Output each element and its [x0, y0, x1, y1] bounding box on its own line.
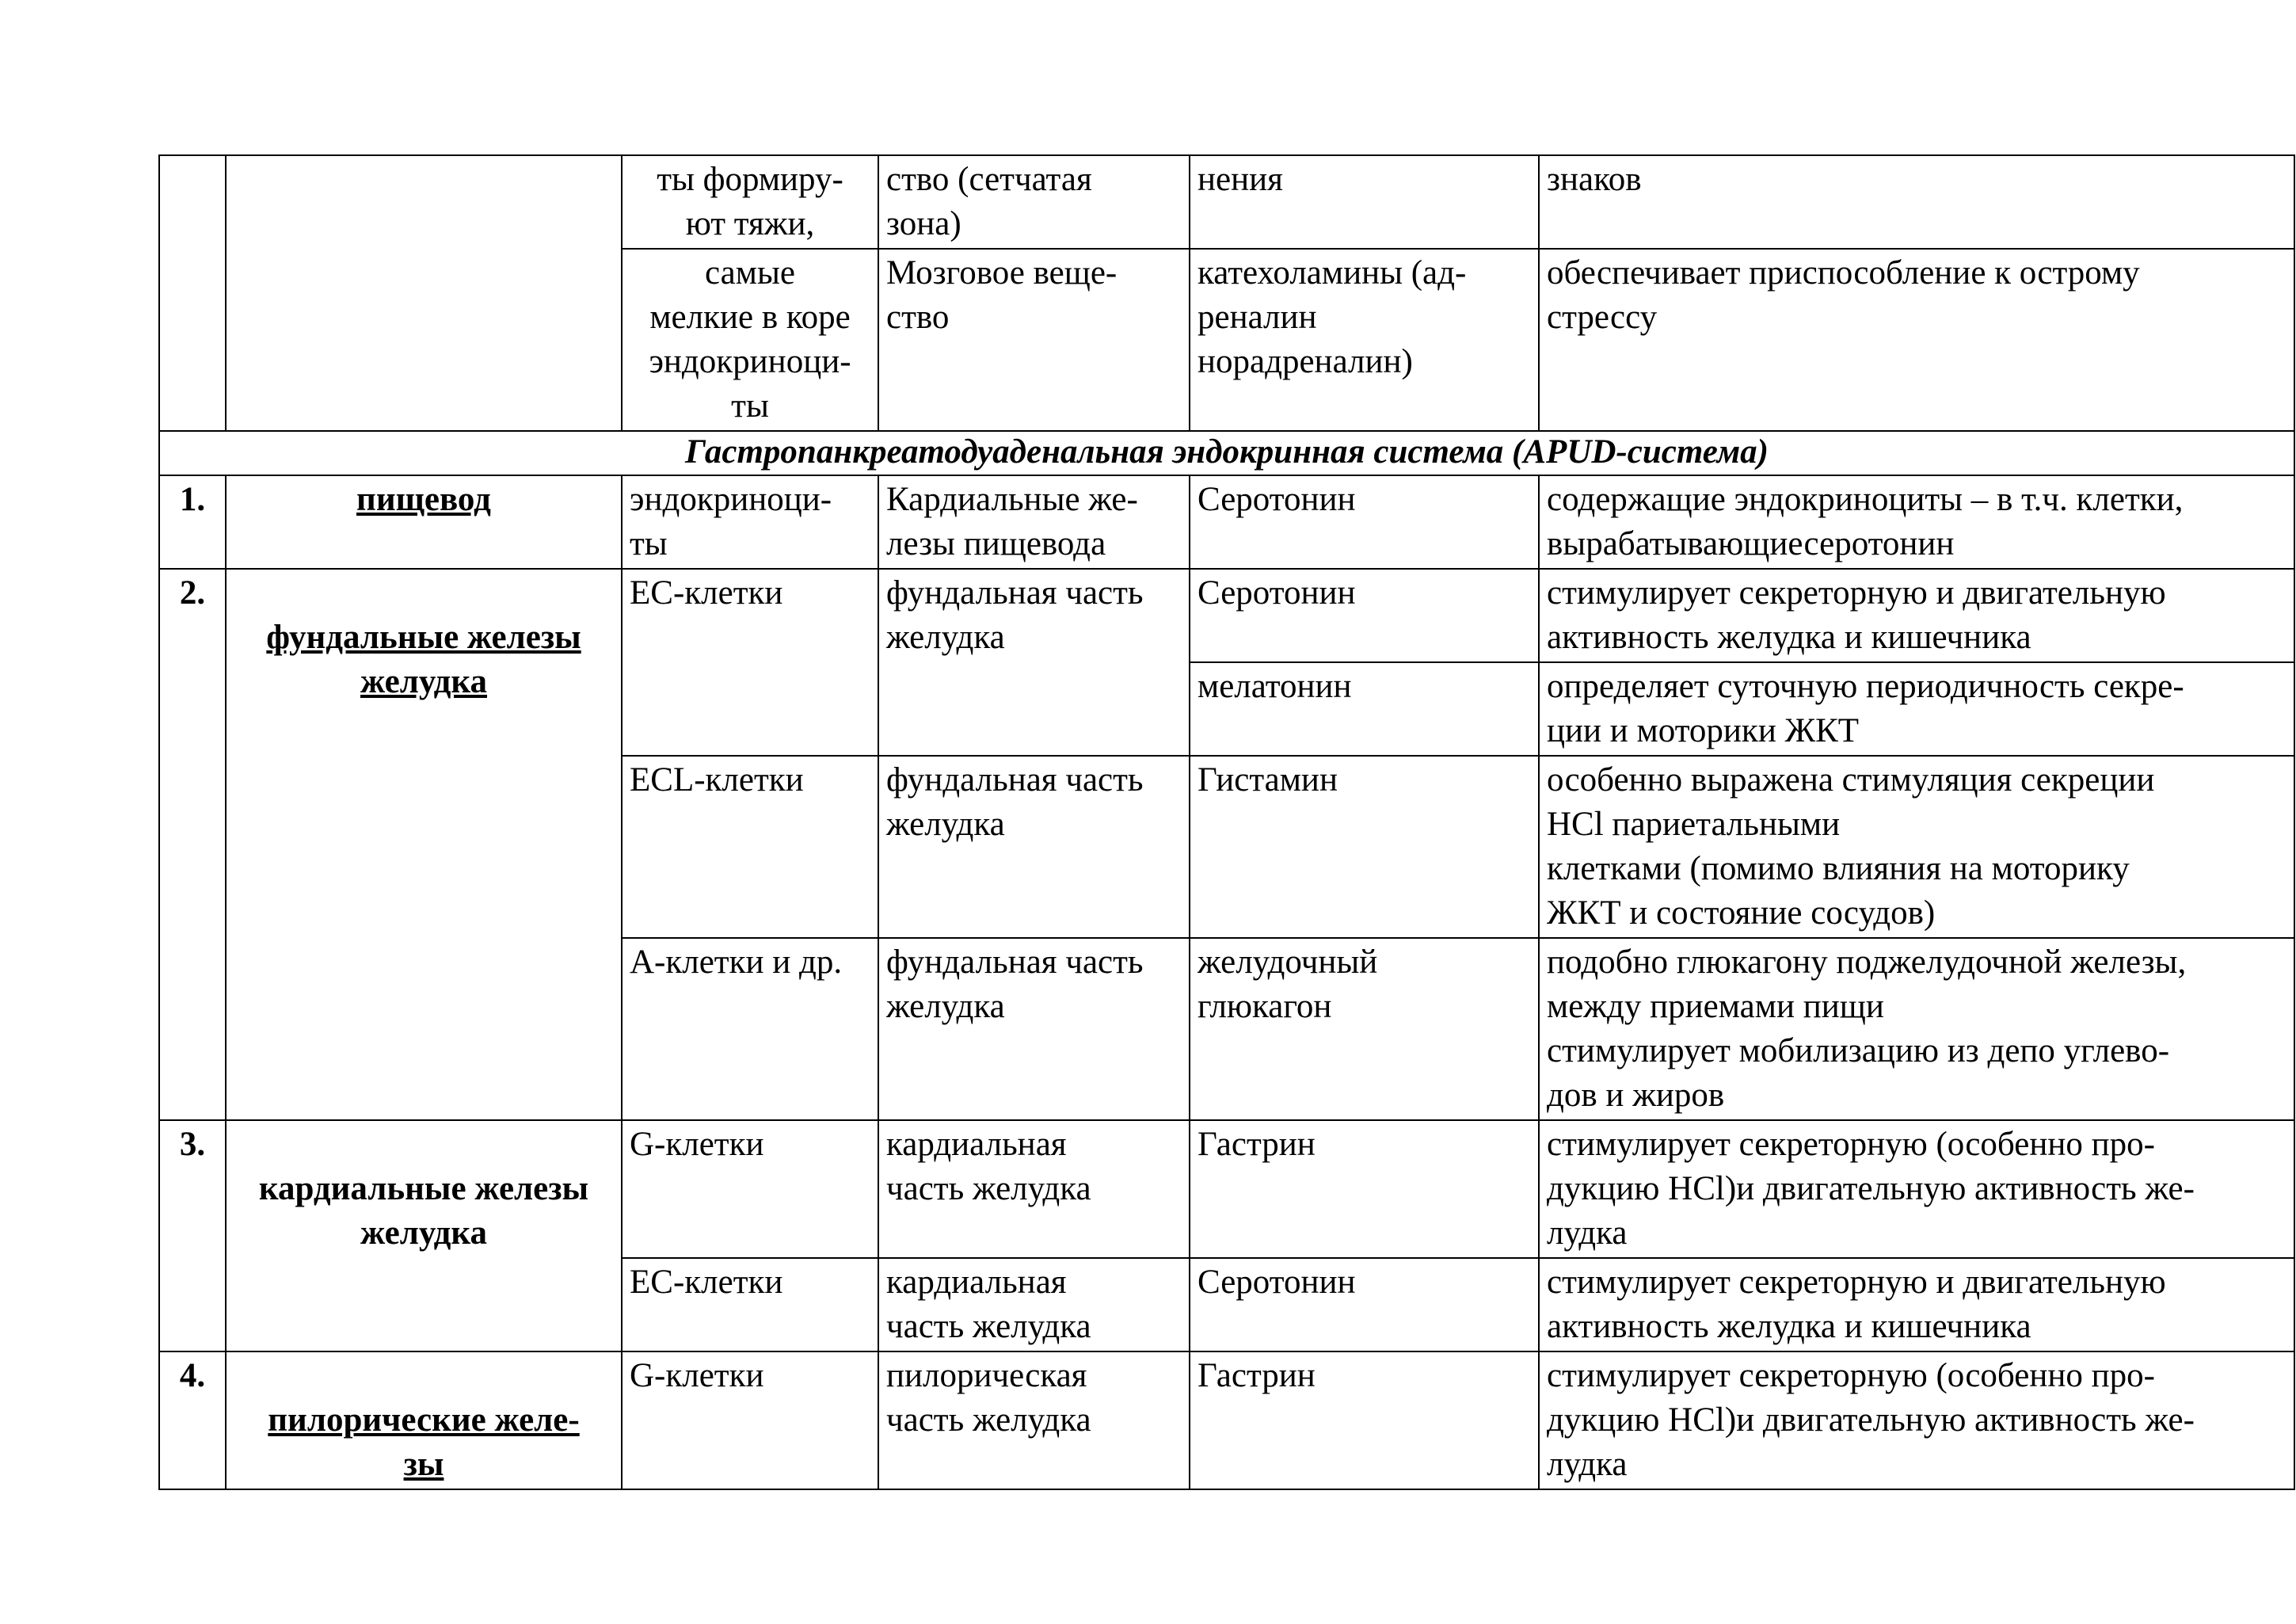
hormone-cell: катехоламины (ад- реналин норадреналин): [1190, 249, 1539, 431]
location-cell: фундальная часть желудка: [878, 938, 1190, 1120]
row-number: 2.: [159, 569, 226, 1120]
hormone-cell: Серотонин: [1190, 1258, 1539, 1351]
organ-name: кардиальные железы желудка: [226, 1120, 622, 1351]
hormone-cell: Гастрин: [1190, 1351, 1539, 1489]
table-row: [159, 1120, 2294, 1258]
location-cell: кардиальная часть желудка: [878, 1120, 1190, 1258]
location-cell: ство (сетчатая зона): [878, 155, 1190, 249]
function-cell: стимулирует секреторную и двигательную активность желудка и кишечника: [1539, 1258, 2294, 1351]
cell-type-cell: ECL-клетки: [622, 756, 878, 938]
hormone-cell: мелатонин: [1190, 662, 1539, 756]
cell-type-cell: ты формиру- ют тяжи,: [622, 155, 878, 249]
location-cell: фундальная часть желудка: [878, 569, 1190, 756]
location-cell: пилорическая часть желудка: [878, 1351, 1190, 1489]
function-cell: содержащие эндокриноциты – в т.ч. клетки, вырабатывающиесеротонин: [1539, 475, 2294, 569]
section-row: [159, 431, 2294, 475]
hormone-cell: Гистамин: [1190, 756, 1539, 938]
cell-type-cell: EC-клетки: [622, 569, 878, 756]
cell-type-cell: самые мелкие в коре эндокриноци- ты: [622, 249, 878, 431]
location-cell: фундальная часть желудка: [878, 756, 1190, 938]
num-cell: [159, 155, 226, 431]
table-row: [159, 475, 2294, 569]
function-cell: обеспечивает приспособление к острому стрессу: [1539, 249, 2294, 431]
location-cell: Кардиальные же- лезы пищевода: [878, 475, 1190, 569]
cell-type-cell: эндокриноци- ты: [622, 475, 878, 569]
hormone-cell: Серотонин: [1190, 475, 1539, 569]
function-cell: стимулирует секреторную и двигательную активность желудка и кишечника: [1539, 569, 2294, 662]
cell-type-cell: G-клетки: [622, 1351, 878, 1489]
organ-cell: [226, 155, 622, 431]
function-cell: определяет суточную периодичность секре- ции и моторики ЖКТ: [1539, 662, 2294, 756]
location-cell: Мозговое веще- ство: [878, 249, 1190, 431]
row-number: 1.: [159, 475, 226, 569]
function-cell: стимулирует секреторную (особенно про- дукцию HCl)и двигательную активность же- лудка: [1539, 1351, 2294, 1489]
row-number: 4.: [159, 1351, 226, 1489]
hormone-cell: Гастрин: [1190, 1120, 1539, 1258]
cell-type-cell: G-клетки: [622, 1120, 878, 1258]
hormone-cell: нения: [1190, 155, 1539, 249]
organ-name: пищевод: [226, 475, 622, 569]
cell-type-cell: A-клетки и др.: [622, 938, 878, 1120]
location-cell: кардиальная часть желудка: [878, 1258, 1190, 1351]
document-page: [158, 154, 2294, 1490]
function-cell: подобно глюкагону поджелудочной железы, между приемами пищи стимулирует мобилизацию из депо углево- дов и жиров: [1539, 938, 2294, 1120]
cell-type-cell: EC-клетки: [622, 1258, 878, 1351]
organ-name: фундальные железы желудка: [226, 569, 622, 1120]
hormone-cell: Серотонин: [1190, 569, 1539, 662]
function-cell: особенно выражена стимуляция секреции HCl париетальными клетками (помимо влияния на моторику ЖКТ и состояние сосудов): [1539, 756, 2294, 938]
organ-name: пилорические желе- зы: [226, 1351, 622, 1489]
function-cell: стимулирует секреторную (особенно про- дукцию HCl)и двигательную активность же- лудка: [1539, 1120, 2294, 1258]
table-row: [159, 155, 2294, 249]
table-row: [159, 569, 2294, 662]
hormone-cell: желудочный глюкагон: [1190, 938, 1539, 1120]
row-number: 3.: [159, 1120, 226, 1351]
section-title: Гастропанкреатодуаденальная эндокринная система (APUD-система): [159, 431, 2294, 475]
table-row: [159, 1351, 2294, 1489]
endocrine-table: [158, 154, 2295, 1490]
function-cell: знаков: [1539, 155, 2294, 249]
